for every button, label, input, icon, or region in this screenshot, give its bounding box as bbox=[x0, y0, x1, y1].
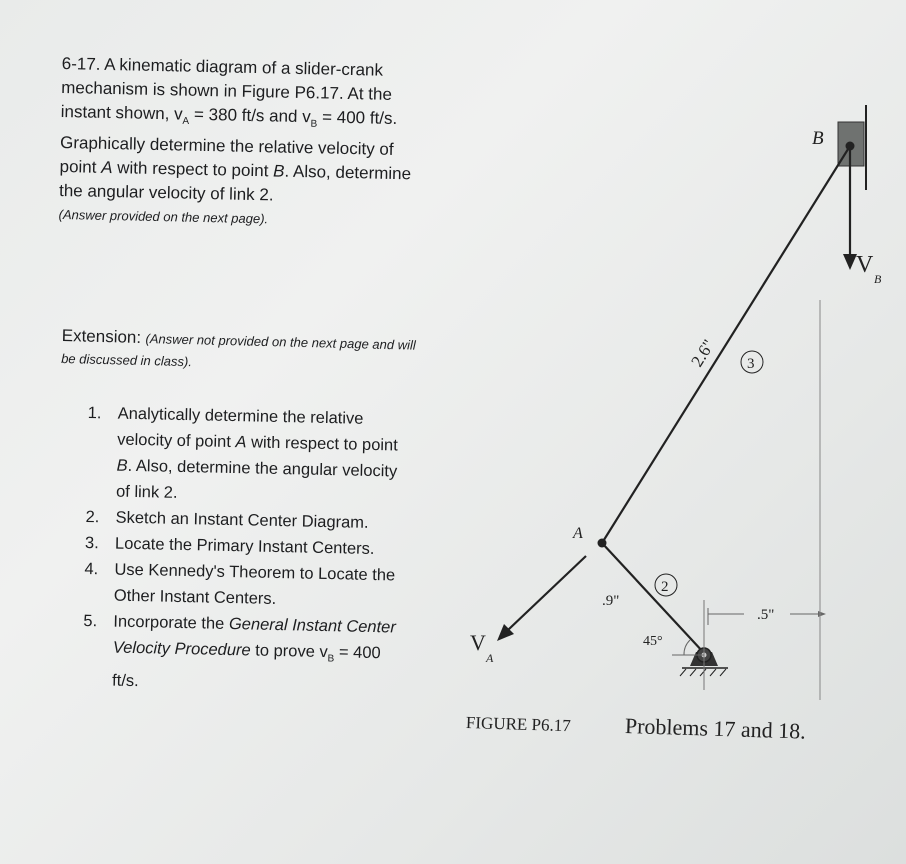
link-3-number: 3 bbox=[747, 356, 755, 372]
pin-b bbox=[846, 142, 855, 151]
angle-label: 45° bbox=[643, 634, 663, 649]
list-item: 4. Use Kennedy's Theorem to Locate the Other Instant Centers. bbox=[84, 559, 396, 608]
label-va-sub: A bbox=[486, 651, 494, 665]
list-item: 5. Incorporate the General Instant Center Velocity Procedure to prove $v_B = 400$ ft/s. bbox=[83, 611, 397, 691]
pin-a bbox=[598, 539, 607, 548]
label-va: V bbox=[470, 630, 486, 655]
link-3 bbox=[602, 146, 850, 543]
link-2-number: 2 bbox=[661, 579, 669, 595]
label-vb-sub: B bbox=[874, 272, 882, 286]
caption-text: Problems 17 and 18. bbox=[624, 713, 807, 744]
extension-note: (Answer not provided on the next page and will be discussed in class). bbox=[60, 331, 416, 370]
offset-label: .5" bbox=[757, 607, 775, 623]
dim-link-2: .9" bbox=[602, 593, 620, 609]
caption-id: FIGURE P6.17 bbox=[465, 713, 572, 736]
list-item: 1. Analytically determine the relative velocity of point A with respect to point B. Also, determine the angular velocity of link 2. bbox=[87, 403, 398, 502]
dim-link-3: 2.6" bbox=[687, 336, 719, 371]
angle-arc bbox=[684, 640, 690, 655]
problem-note: (Answer provided on the next page). bbox=[58, 207, 269, 227]
extension-heading: Extension: bbox=[61, 325, 142, 347]
problem-number: 6-17. bbox=[61, 53, 101, 74]
problem-text: 6-17. A kinematic diagram of a slider-crank mechanism is shown in Figure P6.17. At the instant shown, $v_A = 380$ ft/s and $v_B = 400$ ft/s. Graphically determine the relative velocity of point A with respect to point B. Also, determine the angular velocity of link 2. bbox=[58, 53, 412, 205]
label-b: B bbox=[812, 128, 824, 149]
list-item: 2. Sketch an Instant Center Diagram. bbox=[85, 507, 369, 532]
list-item: 3. Locate the Primary Instant Centers. bbox=[84, 533, 375, 559]
va-arrow bbox=[508, 556, 586, 630]
label-a: A bbox=[573, 525, 583, 542]
vb-arrowhead bbox=[843, 254, 857, 270]
label-vb: V bbox=[856, 252, 874, 278]
